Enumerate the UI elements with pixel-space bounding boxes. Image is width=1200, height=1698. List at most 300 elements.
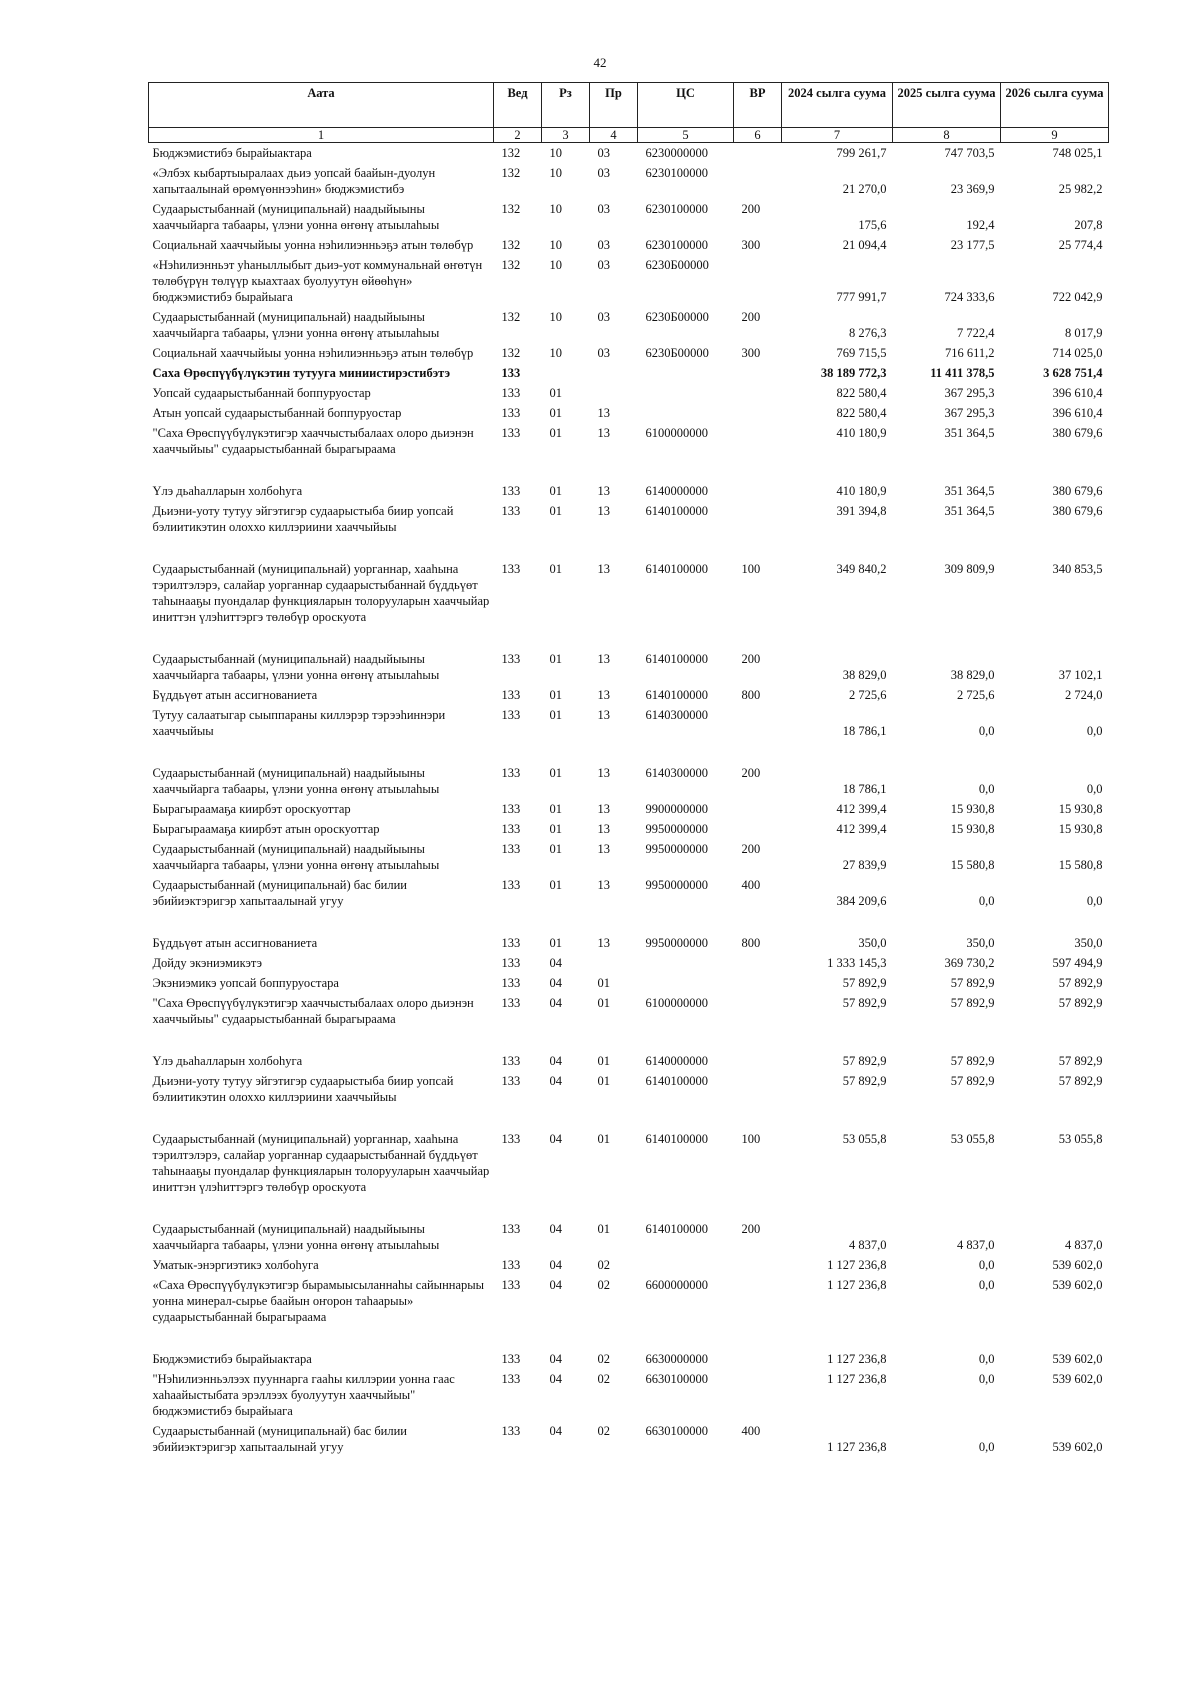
row-cs (638, 953, 734, 973)
row-amount-2026: 380 679,6 (1052, 484, 1103, 498)
row-ved: 133 (501, 1074, 521, 1088)
row-vr (734, 481, 782, 501)
table-row (149, 649, 1109, 685)
row-amount-2025: 369 730,2 (944, 956, 995, 970)
row-cs: 6140300000 (645, 708, 708, 722)
row-spacer (149, 1197, 1109, 1219)
table-row (149, 839, 1109, 875)
row-pr: 13 (597, 766, 610, 780)
row-rz: 01 (549, 484, 562, 498)
table-row (149, 953, 1109, 973)
row-ved: 132 (501, 258, 521, 272)
row-pr: 03 (597, 202, 610, 216)
row-amount-2024: 18 786,1 (842, 724, 887, 738)
row-rz: 01 (549, 688, 562, 702)
row-ved: 133 (501, 504, 521, 518)
table-row (149, 819, 1109, 839)
table-row (149, 307, 1109, 343)
row-pr: 13 (597, 936, 610, 950)
table-row (149, 163, 1109, 199)
row-cs: 6230100000 (645, 166, 708, 180)
row-amount-2024: 822 580,4 (836, 406, 887, 420)
row-pr: 01 (597, 1132, 610, 1146)
row-vr (734, 423, 782, 459)
row-spacer (149, 741, 1109, 763)
row-vr: 200 (741, 310, 761, 324)
row-name: "Саха Өрөспүүбүлүкэтигэр хааччыстыбалаах олоро дьиэнэн хааччыйыы" судаарыстыбаннай бырагыраама (152, 996, 474, 1026)
row-pr: 02 (597, 1278, 610, 1292)
row-cs: 6140100000 (645, 652, 708, 666)
row-name: Бүддьүөт атын ассигнованиета (152, 688, 318, 702)
row-rz: 10 (549, 166, 562, 180)
row-rz: 01 (549, 842, 562, 856)
row-amount-2025: 0,0 (978, 1372, 995, 1386)
row-name: Судаарыстыбаннай (муниципальнай) уорганнар, хааһына тэрилтэлэрэ, салайар уорганнар судаарыстыбаннай бүддьүөт таһынааҕы пуондалар функцияларын толорууларын хааччыйар иниттэн үлэһиттэргэ төлөбүр ороскуота (152, 562, 490, 624)
row-amount-2024: 18 786,1 (842, 782, 887, 796)
row-ved: 133 (501, 802, 521, 816)
row-amount-2024: 38 829,0 (842, 668, 887, 682)
row-amount-2026: 15 930,8 (1058, 822, 1103, 836)
row-amount-2025: 0,0 (978, 894, 995, 908)
row-cs: 6140100000 (645, 1222, 708, 1236)
row-amount-2026: 380 679,6 (1052, 426, 1103, 440)
row-vr (734, 1051, 782, 1071)
row-vr (734, 363, 782, 383)
row-amount-2024: 53 055,8 (842, 1132, 887, 1146)
row-cs: 6140100000 (645, 1132, 708, 1146)
table-row (149, 343, 1109, 363)
row-amount-2026: 539 602,0 (1052, 1352, 1103, 1366)
row-ved: 133 (501, 822, 521, 836)
row-amount-2024: 27 839,9 (842, 858, 887, 872)
table-row (149, 199, 1109, 235)
row-vr: 400 (741, 878, 761, 892)
row-ved: 132 (501, 310, 521, 324)
row-amount-2024: 412 399,4 (836, 802, 887, 816)
row-pr: 13 (597, 842, 610, 856)
row-cs (638, 363, 734, 383)
row-rz: 01 (549, 562, 562, 576)
column-number: 7 (782, 128, 893, 143)
table-row (149, 1349, 1109, 1369)
row-pr: 01 (597, 976, 610, 990)
header-ved: Вед (494, 83, 542, 128)
row-amount-2025: 0,0 (978, 1258, 995, 1272)
row-rz: 01 (549, 652, 562, 666)
row-amount-2026: 597 494,9 (1052, 956, 1103, 970)
row-rz: 01 (549, 936, 562, 950)
row-amount-2024: 57 892,9 (842, 1074, 887, 1088)
row-amount-2026: 57 892,9 (1058, 1054, 1103, 1068)
row-spacer-cell (149, 459, 1109, 481)
row-ved: 133 (501, 688, 521, 702)
row-name: Судаарыстыбаннай (муниципальнай) наадыйыыны хааччыйарга табаары, үлэни уонна өҥөнү атыылаһыы (152, 310, 440, 340)
row-cs (638, 973, 734, 993)
row-spacer (149, 1327, 1109, 1349)
row-name: Социальнай хааччыйыы уонна нэһилиэнньэҕэ атын төлөбүр (152, 346, 474, 360)
row-pr: 03 (597, 166, 610, 180)
row-name: Судаарыстыбаннай (муниципальнай) наадыйыыны хааччыйарга табаары, үлэни уонна өҥөнү атыылаһыы (152, 652, 440, 682)
row-amount-2024: 1 127 236,8 (827, 1258, 887, 1272)
row-amount-2024: 410 180,9 (836, 484, 887, 498)
row-amount-2024: 57 892,9 (842, 976, 887, 990)
row-name: Судаарыстыбаннай (муниципальнай) наадыйыыны хааччыйарга табаары, үлэни уонна өҥөнү атыылаһыы (152, 842, 440, 872)
row-rz: 04 (549, 1278, 562, 1292)
row-pr: 13 (597, 562, 610, 576)
column-number: 6 (734, 128, 782, 143)
row-vr (734, 705, 782, 741)
row-cs: 6140000000 (645, 484, 708, 498)
table-row (149, 1369, 1109, 1421)
row-amount-2024: 777 991,7 (836, 290, 887, 304)
row-name: Бүддьүөт атын ассигнованиета (152, 936, 318, 950)
row-pr (590, 953, 638, 973)
row-rz: 04 (549, 996, 562, 1010)
row-amount-2025: 716 611,2 (944, 346, 995, 360)
table-row (149, 423, 1109, 459)
row-rz: 01 (549, 386, 562, 400)
row-name: Дьиэни-уоту тутуу эйгэтигэр судаарыстыба биир уопсай бэлиитикэтин олоххо киллэриини хааччыйыы (152, 504, 454, 534)
row-pr: 02 (597, 1372, 610, 1386)
row-cs: 6140300000 (645, 766, 708, 780)
row-name: Судаарыстыбаннай (муниципальнай) бас билии эбийиэктэригэр хапытаалынай угуу (152, 1424, 407, 1454)
table-row (149, 933, 1109, 953)
header-2026: 2026 сылга суума (1001, 83, 1109, 128)
row-amount-2024: 769 715,5 (836, 346, 887, 360)
row-ved: 133 (501, 1132, 521, 1146)
row-cs: 6140100000 (645, 1074, 708, 1088)
row-rz: 01 (549, 406, 562, 420)
row-vr (734, 799, 782, 819)
row-amount-2024: 412 399,4 (836, 822, 887, 836)
row-vr (734, 973, 782, 993)
row-rz: 04 (549, 1372, 562, 1386)
row-amount-2024: 2 725,6 (849, 688, 887, 702)
header-2024: 2024 сылга суума (782, 83, 893, 128)
row-cs: 6230000000 (645, 146, 708, 160)
budget-table (148, 82, 1109, 1457)
row-ved: 133 (501, 1424, 521, 1438)
column-number: 2 (494, 128, 542, 143)
row-ved: 133 (501, 708, 521, 722)
row-amount-2026: 380 679,6 (1052, 504, 1103, 518)
row-pr: 01 (597, 996, 610, 1010)
table-row (149, 501, 1109, 537)
row-amount-2026: 37 102,1 (1058, 668, 1103, 682)
row-name: Судаарыстыбаннай (муниципальнай) наадыйыыны хааччыйарга табаары, үлэни уонна өҥөнү атыылаһыы (152, 1222, 440, 1252)
row-amount-2026: 0,0 (1086, 894, 1103, 908)
row-cs: 6230Б00000 (645, 258, 709, 272)
row-amount-2025: 350,0 (966, 936, 995, 950)
row-rz: 01 (549, 802, 562, 816)
row-spacer-cell (149, 1197, 1109, 1219)
row-rz: 04 (549, 1258, 562, 1272)
row-ved: 133 (501, 484, 521, 498)
row-amount-2026: 539 602,0 (1052, 1258, 1103, 1272)
row-amount-2024: 1 127 236,8 (827, 1440, 887, 1454)
row-amount-2024: 1 333 145,3 (827, 956, 887, 970)
row-vr (734, 501, 782, 537)
row-amount-2025: 23 177,5 (950, 238, 995, 252)
row-pr: 13 (597, 426, 610, 440)
row-cs: 6630000000 (645, 1352, 708, 1366)
row-cs (638, 1255, 734, 1275)
row-vr (734, 1071, 782, 1107)
row-amount-2025: 351 364,5 (944, 426, 995, 440)
table-row (149, 993, 1109, 1029)
row-ved: 133 (501, 652, 521, 666)
row-spacer (149, 459, 1109, 481)
row-cs: 9950000000 (645, 842, 708, 856)
row-name: Уматык-энэргиэтикэ холбоһуга (152, 1258, 319, 1272)
row-cs: 9950000000 (645, 936, 708, 950)
row-vr: 100 (741, 562, 761, 576)
row-name: Дойду экэниэмикэтэ (152, 956, 262, 970)
row-amount-2024: 391 394,8 (836, 504, 887, 518)
row-vr (734, 1349, 782, 1369)
row-amount-2024: 822 580,4 (836, 386, 887, 400)
row-vr: 800 (741, 688, 761, 702)
table-row (149, 685, 1109, 705)
row-pr: 03 (597, 238, 610, 252)
row-spacer-cell (149, 1327, 1109, 1349)
row-cs: 6230Б00000 (645, 310, 709, 324)
table-row (149, 363, 1109, 383)
row-cs: 6100000000 (645, 996, 708, 1010)
row-amount-2026: 53 055,8 (1058, 1132, 1103, 1146)
header-rz: Рз (542, 83, 590, 128)
row-cs: 6140100000 (645, 504, 708, 518)
row-amount-2025: 15 930,8 (950, 822, 995, 836)
row-amount-2024: 1 127 236,8 (827, 1352, 887, 1366)
table-row (149, 143, 1109, 164)
row-pr: 03 (597, 146, 610, 160)
row-ved: 133 (501, 1258, 521, 1272)
row-amount-2026: 0,0 (1086, 782, 1103, 796)
row-amount-2025: 4 837,0 (957, 1238, 995, 1252)
header-row (149, 83, 1109, 128)
row-ved: 133 (501, 996, 521, 1010)
header-pr: Пр (590, 83, 638, 128)
row-rz: 04 (549, 1424, 562, 1438)
row-vr (734, 255, 782, 307)
row-rz: 10 (549, 258, 562, 272)
column-number: 8 (893, 128, 1001, 143)
row-vr (734, 819, 782, 839)
row-name: "Нэһилиэнньэлээх пууннарга гааһы киллэрии уонна гаас хаһаайыстыбата эрэллээх буолуутун хааччыйыы" бюджэмистибэ бырайыага (152, 1372, 455, 1418)
header-vr: ВР (734, 83, 782, 128)
row-amount-2026: 25 982,2 (1058, 182, 1103, 196)
row-pr: 13 (597, 652, 610, 666)
row-amount-2024: 175,6 (858, 218, 887, 232)
row-spacer-cell (149, 1107, 1109, 1129)
row-amount-2026: 4 837,0 (1065, 1238, 1103, 1252)
row-cs: 9900000000 (645, 802, 708, 816)
row-cs: 6600000000 (645, 1278, 708, 1292)
row-name: Тутуу салаатыгар сыыппараны киллэрэр тэрээһиннэри хааччыйыы (152, 708, 446, 738)
row-amount-2026: 8 017,9 (1065, 326, 1103, 340)
page-number: 42 (593, 55, 607, 70)
header-2025: 2025 сылга суума (893, 83, 1001, 128)
row-amount-2025: 0,0 (978, 782, 995, 796)
row-cs: 9950000000 (645, 822, 708, 836)
row-amount-2026: 748 025,1 (1052, 146, 1103, 160)
row-pr: 13 (597, 406, 610, 420)
row-amount-2024: 1 127 236,8 (827, 1372, 887, 1386)
column-number-row (149, 128, 1109, 143)
row-amount-2025: 57 892,9 (950, 1054, 995, 1068)
row-spacer (149, 1107, 1109, 1129)
row-pr: 03 (597, 310, 610, 324)
row-rz (542, 363, 590, 383)
row-amount-2024: 21 094,4 (842, 238, 887, 252)
row-ved: 132 (501, 346, 521, 360)
row-vr: 200 (741, 842, 761, 856)
row-amount-2024: 799 261,7 (836, 146, 887, 160)
row-name: Бырагыраамаҕа киирбэт атын ороскуоттар (152, 822, 380, 836)
row-cs: 6230100000 (645, 202, 708, 216)
row-name: Социальнай хааччыйыы уонна нэһилиэнньэҕэ атын төлөбүр (152, 238, 474, 252)
row-pr: 13 (597, 708, 610, 722)
row-rz: 04 (549, 1074, 562, 1088)
row-vr: 100 (741, 1132, 761, 1146)
row-ved: 133 (501, 386, 521, 400)
row-vr (734, 403, 782, 423)
row-amount-2025: 15 580,8 (950, 858, 995, 872)
row-pr: 13 (597, 878, 610, 892)
row-amount-2024: 38 189 772,3 (820, 366, 887, 380)
row-amount-2026: 207,8 (1074, 218, 1103, 232)
row-spacer (149, 537, 1109, 559)
row-amount-2025: 724 333,6 (944, 290, 995, 304)
row-amount-2025: 0,0 (978, 1352, 995, 1366)
row-rz: 01 (549, 822, 562, 836)
row-amount-2024: 350,0 (858, 936, 887, 950)
row-amount-2024: 8 276,3 (849, 326, 887, 340)
row-amount-2026: 396 610,4 (1052, 386, 1103, 400)
row-ved: 132 (501, 166, 521, 180)
row-amount-2025: 192,4 (966, 218, 995, 232)
row-amount-2026: 714 025,0 (1052, 346, 1103, 360)
column-number: 5 (638, 128, 734, 143)
row-vr (734, 143, 782, 164)
row-amount-2025: 57 892,9 (950, 1074, 995, 1088)
row-amount-2026: 57 892,9 (1058, 1074, 1103, 1088)
row-amount-2025: 11 411 378,5 (930, 366, 995, 380)
table-row (149, 875, 1109, 911)
row-name: «Нэһилиэнньэт уһаныллыбыт дьиэ-уот коммунальнай өҥөтүн төлөбүрүн төлүүр кыахтаах буолуутун өйөөһүн» бюджэмистибэ бырайыага (152, 258, 483, 304)
row-amount-2026: 57 892,9 (1058, 996, 1103, 1010)
row-cs: 6140100000 (645, 688, 708, 702)
row-amount-2025: 53 055,8 (950, 1132, 995, 1146)
row-amount-2025: 23 369,9 (950, 182, 995, 196)
row-rz: 10 (549, 310, 562, 324)
row-vr (734, 163, 782, 199)
row-rz: 01 (549, 426, 562, 440)
row-pr: 03 (597, 346, 610, 360)
header-cs: ЦС (638, 83, 734, 128)
row-spacer-cell (149, 741, 1109, 763)
row-rz: 01 (549, 708, 562, 722)
row-name: "Саха Өрөспүүбүлүкэтигэр хааччыстыбалаах олоро дьиэнэн хааччыйыы" судаарыстыбаннай бырагыраама (152, 426, 474, 456)
row-name: Экэниэмикэ уопсай боппуруостара (152, 976, 339, 990)
row-spacer-cell (149, 627, 1109, 649)
row-cs: 6630100000 (645, 1372, 708, 1386)
row-name: Дьиэни-уоту тутуу эйгэтигэр судаарыстыба биир уопсай бэлиитикэтин олоххо киллэриини хааччыйыы (152, 1074, 454, 1104)
row-name: «Саха Өрөспүүбүлүкэтигэр бырамыысыланнаһы сайыннарыы уонна минерал-сырье баайын оҥорон таһаарыы» судаарыстыбаннай бырагыраама (152, 1278, 485, 1324)
row-pr: 02 (597, 1424, 610, 1438)
row-amount-2026: 15 930,8 (1058, 802, 1103, 816)
row-cs (638, 383, 734, 403)
row-pr: 01 (597, 1054, 610, 1068)
row-amount-2024: 1 127 236,8 (827, 1278, 887, 1292)
row-ved: 133 (501, 1278, 521, 1292)
table-row (149, 403, 1109, 423)
row-amount-2025: 0,0 (978, 1440, 995, 1454)
row-amount-2025: 2 725,6 (957, 688, 995, 702)
row-amount-2026: 57 892,9 (1058, 976, 1103, 990)
row-amount-2025: 7 722,4 (957, 326, 995, 340)
row-vr: 200 (741, 202, 761, 216)
row-name: Судаарыстыбаннай (муниципальнай) наадыйыыны хааччыйарга табаары, үлэни уонна өҥөнү атыылаһыы (152, 766, 440, 796)
row-spacer (149, 1029, 1109, 1051)
table-row (149, 763, 1109, 799)
row-name: Бюджэмистибэ бырайыактара (152, 1352, 312, 1366)
row-vr (734, 1369, 782, 1421)
table-row (149, 1421, 1109, 1457)
row-vr: 200 (741, 766, 761, 780)
row-spacer (149, 627, 1109, 649)
row-rz: 01 (549, 504, 562, 518)
row-amount-2026: 3 628 751,4 (1043, 366, 1103, 380)
table-row (149, 1275, 1109, 1327)
row-amount-2025: 351 364,5 (944, 484, 995, 498)
row-cs: 6100000000 (645, 426, 708, 440)
row-vr (734, 953, 782, 973)
row-cs: 6230Б00000 (645, 346, 709, 360)
table-row (149, 383, 1109, 403)
row-vr: 800 (741, 936, 761, 950)
row-name: Атын уопсай судаарыстыбаннай боппуруостар (152, 406, 402, 420)
row-name: Судаарыстыбаннай (муниципальнай) уорганнар, хааһына тэрилтэлэрэ, салайар уорганнар судаарыстыбаннай бүддьүөт таһынааҕы пуондалар функцияларын толорууларын хааччыйар иниттэн үлэһиттэргэ төлөбүр ороскуота (152, 1132, 490, 1194)
row-ved: 132 (501, 202, 521, 216)
row-amount-2024: 410 180,9 (836, 426, 887, 440)
row-ved: 133 (501, 1222, 521, 1236)
row-rz: 04 (549, 956, 562, 970)
row-cs: 9950000000 (645, 878, 708, 892)
row-pr: 13 (597, 484, 610, 498)
row-ved: 133 (501, 956, 521, 970)
column-number: 4 (590, 128, 638, 143)
table-row (149, 1255, 1109, 1275)
row-pr (590, 383, 638, 403)
row-amount-2024: 384 209,6 (836, 894, 887, 908)
row-pr (590, 363, 638, 383)
row-vr: 200 (741, 1222, 761, 1236)
row-pr: 13 (597, 802, 610, 816)
row-ved: 133 (501, 366, 521, 380)
row-ved: 133 (501, 426, 521, 440)
row-rz: 04 (549, 1222, 562, 1236)
row-cs: 6140100000 (645, 562, 708, 576)
row-amount-2025: 0,0 (978, 1278, 995, 1292)
row-ved: 133 (501, 1054, 521, 1068)
column-number: 1 (149, 128, 494, 143)
row-pr: 02 (597, 1352, 610, 1366)
row-amount-2025: 309 809,9 (944, 562, 995, 576)
row-spacer (149, 911, 1109, 933)
row-name: Үлэ дьаһалларын холбоһуга (152, 1054, 303, 1068)
